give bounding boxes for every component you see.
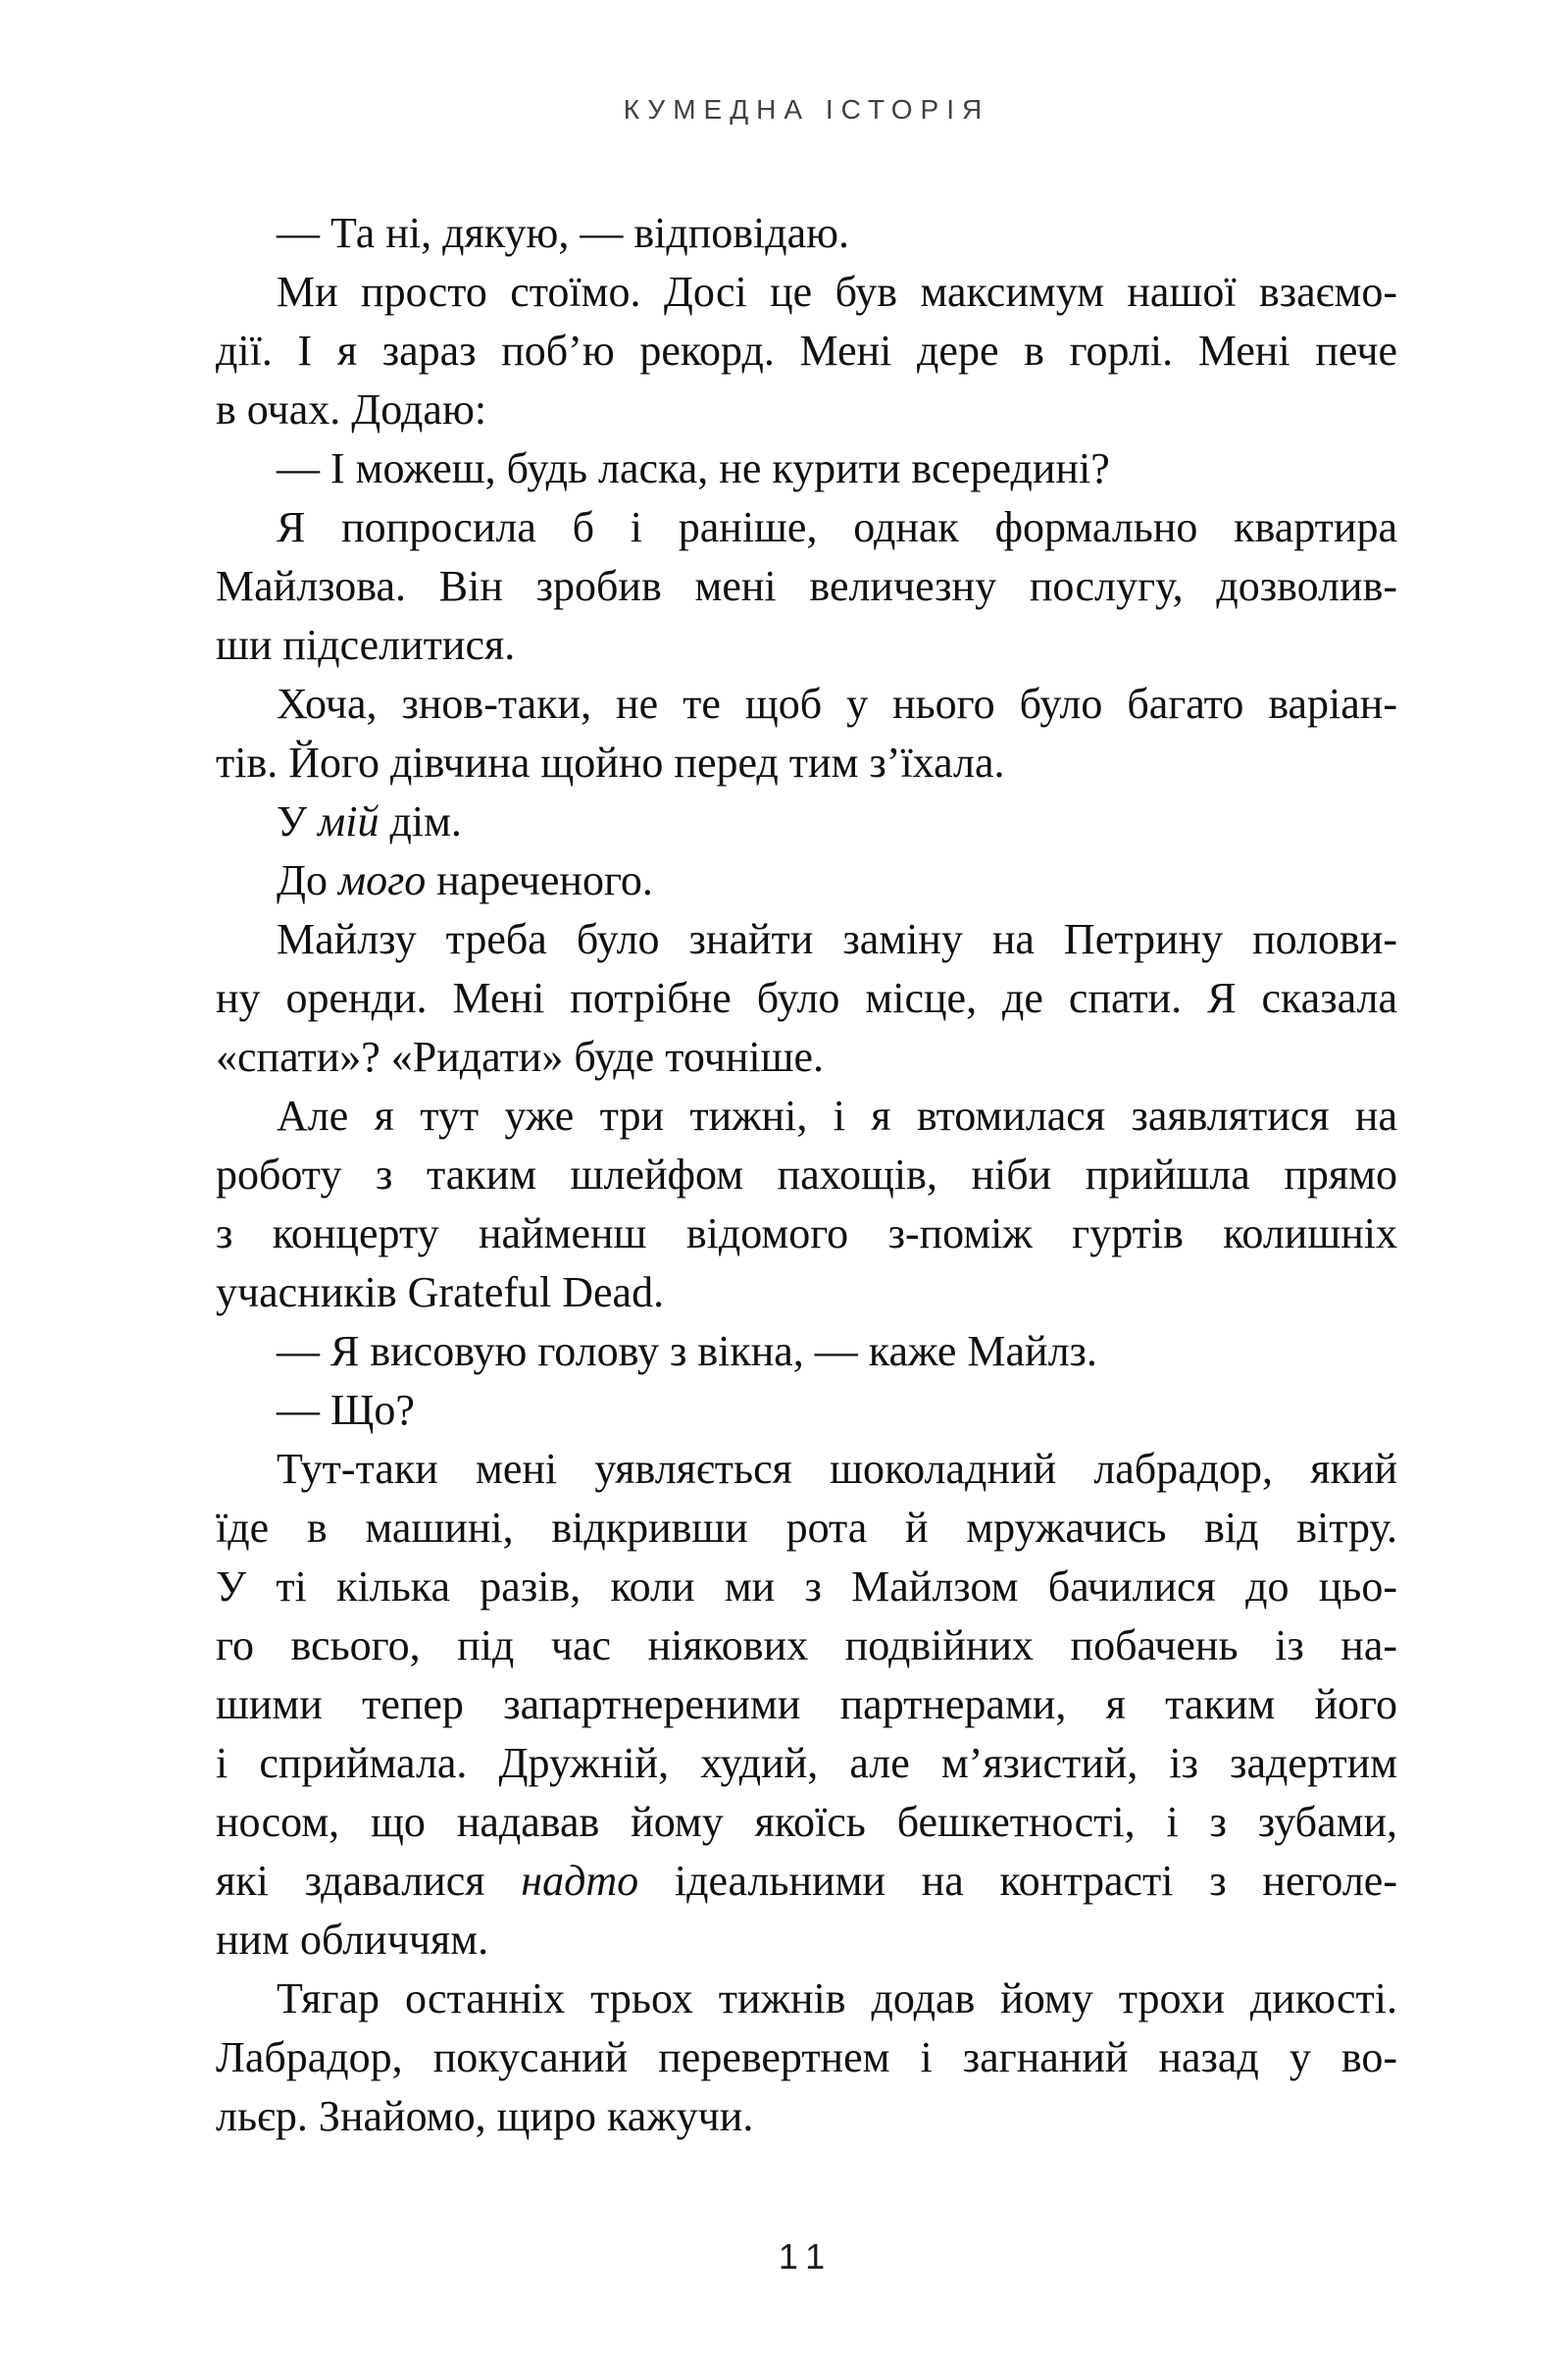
paragraph bbox=[216, 1440, 1397, 1970]
text-line bbox=[216, 675, 1397, 734]
text-segment: дії. І я зараз поб’ю рекорд. Мені дере в горлі. Мені пече bbox=[216, 327, 1397, 375]
text-line bbox=[216, 1028, 1397, 1087]
italic-text: надто bbox=[521, 1857, 639, 1905]
text-segment: Майлзу треба було знайти заміну на Петрину полови- bbox=[277, 915, 1397, 963]
text-line bbox=[216, 1852, 1397, 1911]
text-segment: Але я тут уже три тижні, і я втомилася заявлятися на bbox=[277, 1092, 1397, 1140]
paragraph bbox=[216, 204, 1397, 263]
text-line bbox=[216, 2028, 1397, 2087]
running-header: КУМЕДНА ІСТОРІЯ bbox=[623, 94, 990, 125]
italic-text: мій bbox=[318, 797, 379, 845]
text-segment: Ми просто стоїмо. Досі це був максимум нашої взаємо- bbox=[277, 268, 1397, 316]
text-line bbox=[216, 1675, 1397, 1734]
text-line bbox=[216, 734, 1397, 793]
text-line bbox=[216, 1616, 1397, 1675]
text-line bbox=[216, 851, 1397, 910]
text-segment: льєр. Знайомо, щиро кажучи. bbox=[216, 2092, 754, 2140]
body-text bbox=[216, 204, 1397, 2146]
text-segment: До bbox=[277, 856, 339, 904]
text-segment: Лабрадор, покусаний перевертнем і загнаний назад у во- bbox=[216, 2033, 1397, 2081]
text-segment: ши підселитися. bbox=[216, 621, 516, 669]
text-segment: ідеальними на контрасті з неголе- bbox=[638, 1857, 1397, 1905]
text-segment: шими тепер запартнереними партнерами, я таким його bbox=[216, 1680, 1397, 1728]
text-segment: учасників Grateful Dead. bbox=[216, 1268, 665, 1316]
paragraph bbox=[216, 498, 1397, 675]
text-line bbox=[216, 439, 1397, 498]
text-segment: носом, що надавав йому якоїсь бешкетності, і з зубами, bbox=[216, 1798, 1397, 1846]
text-segment: з концерту найменш відомого з-поміж гуртів колишніх bbox=[216, 1209, 1397, 1257]
text-line bbox=[216, 793, 1397, 851]
text-segment: нареченого. bbox=[426, 856, 653, 904]
text-line bbox=[216, 1263, 1397, 1322]
text-line bbox=[216, 1793, 1397, 1852]
text-segment: Я попросила б і раніше, однак формально квартира bbox=[277, 503, 1397, 551]
paragraph bbox=[216, 439, 1397, 498]
paragraph bbox=[216, 1087, 1397, 1322]
text-segment: дім. bbox=[379, 797, 462, 845]
text-line bbox=[216, 1499, 1397, 1558]
text-line bbox=[216, 1204, 1397, 1263]
text-segment: У ті кілька разів, коли ми з Майлзом бачилися до цьо- bbox=[216, 1562, 1397, 1611]
text-line bbox=[216, 1734, 1397, 1793]
text-line bbox=[216, 969, 1397, 1028]
text-line bbox=[216, 2087, 1397, 2146]
text-segment: — Та ні, дякую, — відповідаю. bbox=[277, 209, 850, 257]
text-segment: тів. Його дівчина щойно перед тим з’їхала. bbox=[216, 739, 1005, 787]
text-line bbox=[216, 1381, 1397, 1440]
text-segment: го всього, під час ніякових подвійних побачень із на- bbox=[216, 1621, 1397, 1669]
text-segment: — Я висовую голову з вікна, — каже Майлз. bbox=[277, 1327, 1097, 1375]
text-segment: — Що? bbox=[277, 1386, 415, 1434]
text-line bbox=[216, 1911, 1397, 1970]
text-segment: Тут-таки мені уявляється шоколадний лабрадор, який bbox=[277, 1445, 1397, 1493]
text-line bbox=[216, 204, 1397, 263]
text-segment: ну оренди. Мені потрібне було місце, де спати. Я сказала bbox=[216, 974, 1397, 1022]
text-line bbox=[216, 910, 1397, 969]
text-segment: — І можеш, будь ласка, не курити всередині? bbox=[277, 444, 1110, 492]
text-line bbox=[216, 498, 1397, 557]
text-line bbox=[216, 1558, 1397, 1616]
text-segment: Майлзова. Він зробив мені величезну послугу, дозволив- bbox=[216, 562, 1397, 610]
text-segment: і сприймала. Дружній, худий, але м’язистий, із задертим bbox=[216, 1739, 1397, 1787]
text-segment: У bbox=[277, 797, 319, 845]
page-number: 11 bbox=[778, 2236, 835, 2277]
text-line bbox=[216, 322, 1397, 381]
text-line bbox=[216, 1322, 1397, 1381]
paragraph bbox=[216, 263, 1397, 439]
paragraph bbox=[216, 1970, 1397, 2146]
text-segment: в очах. Додаю: bbox=[216, 385, 487, 434]
text-line bbox=[216, 616, 1397, 675]
text-line bbox=[216, 1970, 1397, 2028]
paragraph bbox=[216, 1322, 1397, 1381]
paragraph bbox=[216, 1381, 1397, 1440]
text-segment: Хоча, знов-таки, не те щоб у нього було багато варіан- bbox=[277, 680, 1397, 728]
text-segment: їде в машині, відкривши рота й мружачись від вітру. bbox=[216, 1504, 1397, 1552]
paragraph bbox=[216, 793, 1397, 851]
text-line bbox=[216, 263, 1397, 322]
paragraph bbox=[216, 675, 1397, 793]
text-segment: «спати»? «Ридати» буде точніше. bbox=[216, 1033, 825, 1081]
paragraph bbox=[216, 910, 1397, 1087]
text-line bbox=[216, 1146, 1397, 1204]
text-segment: які здавалися bbox=[216, 1857, 522, 1905]
text-segment: роботу з таким шлейфом пахощів, ніби прийшла прямо bbox=[216, 1151, 1397, 1199]
text-line bbox=[216, 557, 1397, 616]
text-line bbox=[216, 1440, 1397, 1499]
text-segment: ним обличчям. bbox=[216, 1916, 489, 1964]
paragraph bbox=[216, 851, 1397, 910]
text-segment: Тягар останніх трьох тижнів додав йому трохи дикості. bbox=[277, 1974, 1397, 2022]
text-line bbox=[216, 381, 1397, 439]
text-line bbox=[216, 1087, 1397, 1146]
italic-text: мого bbox=[338, 856, 427, 904]
